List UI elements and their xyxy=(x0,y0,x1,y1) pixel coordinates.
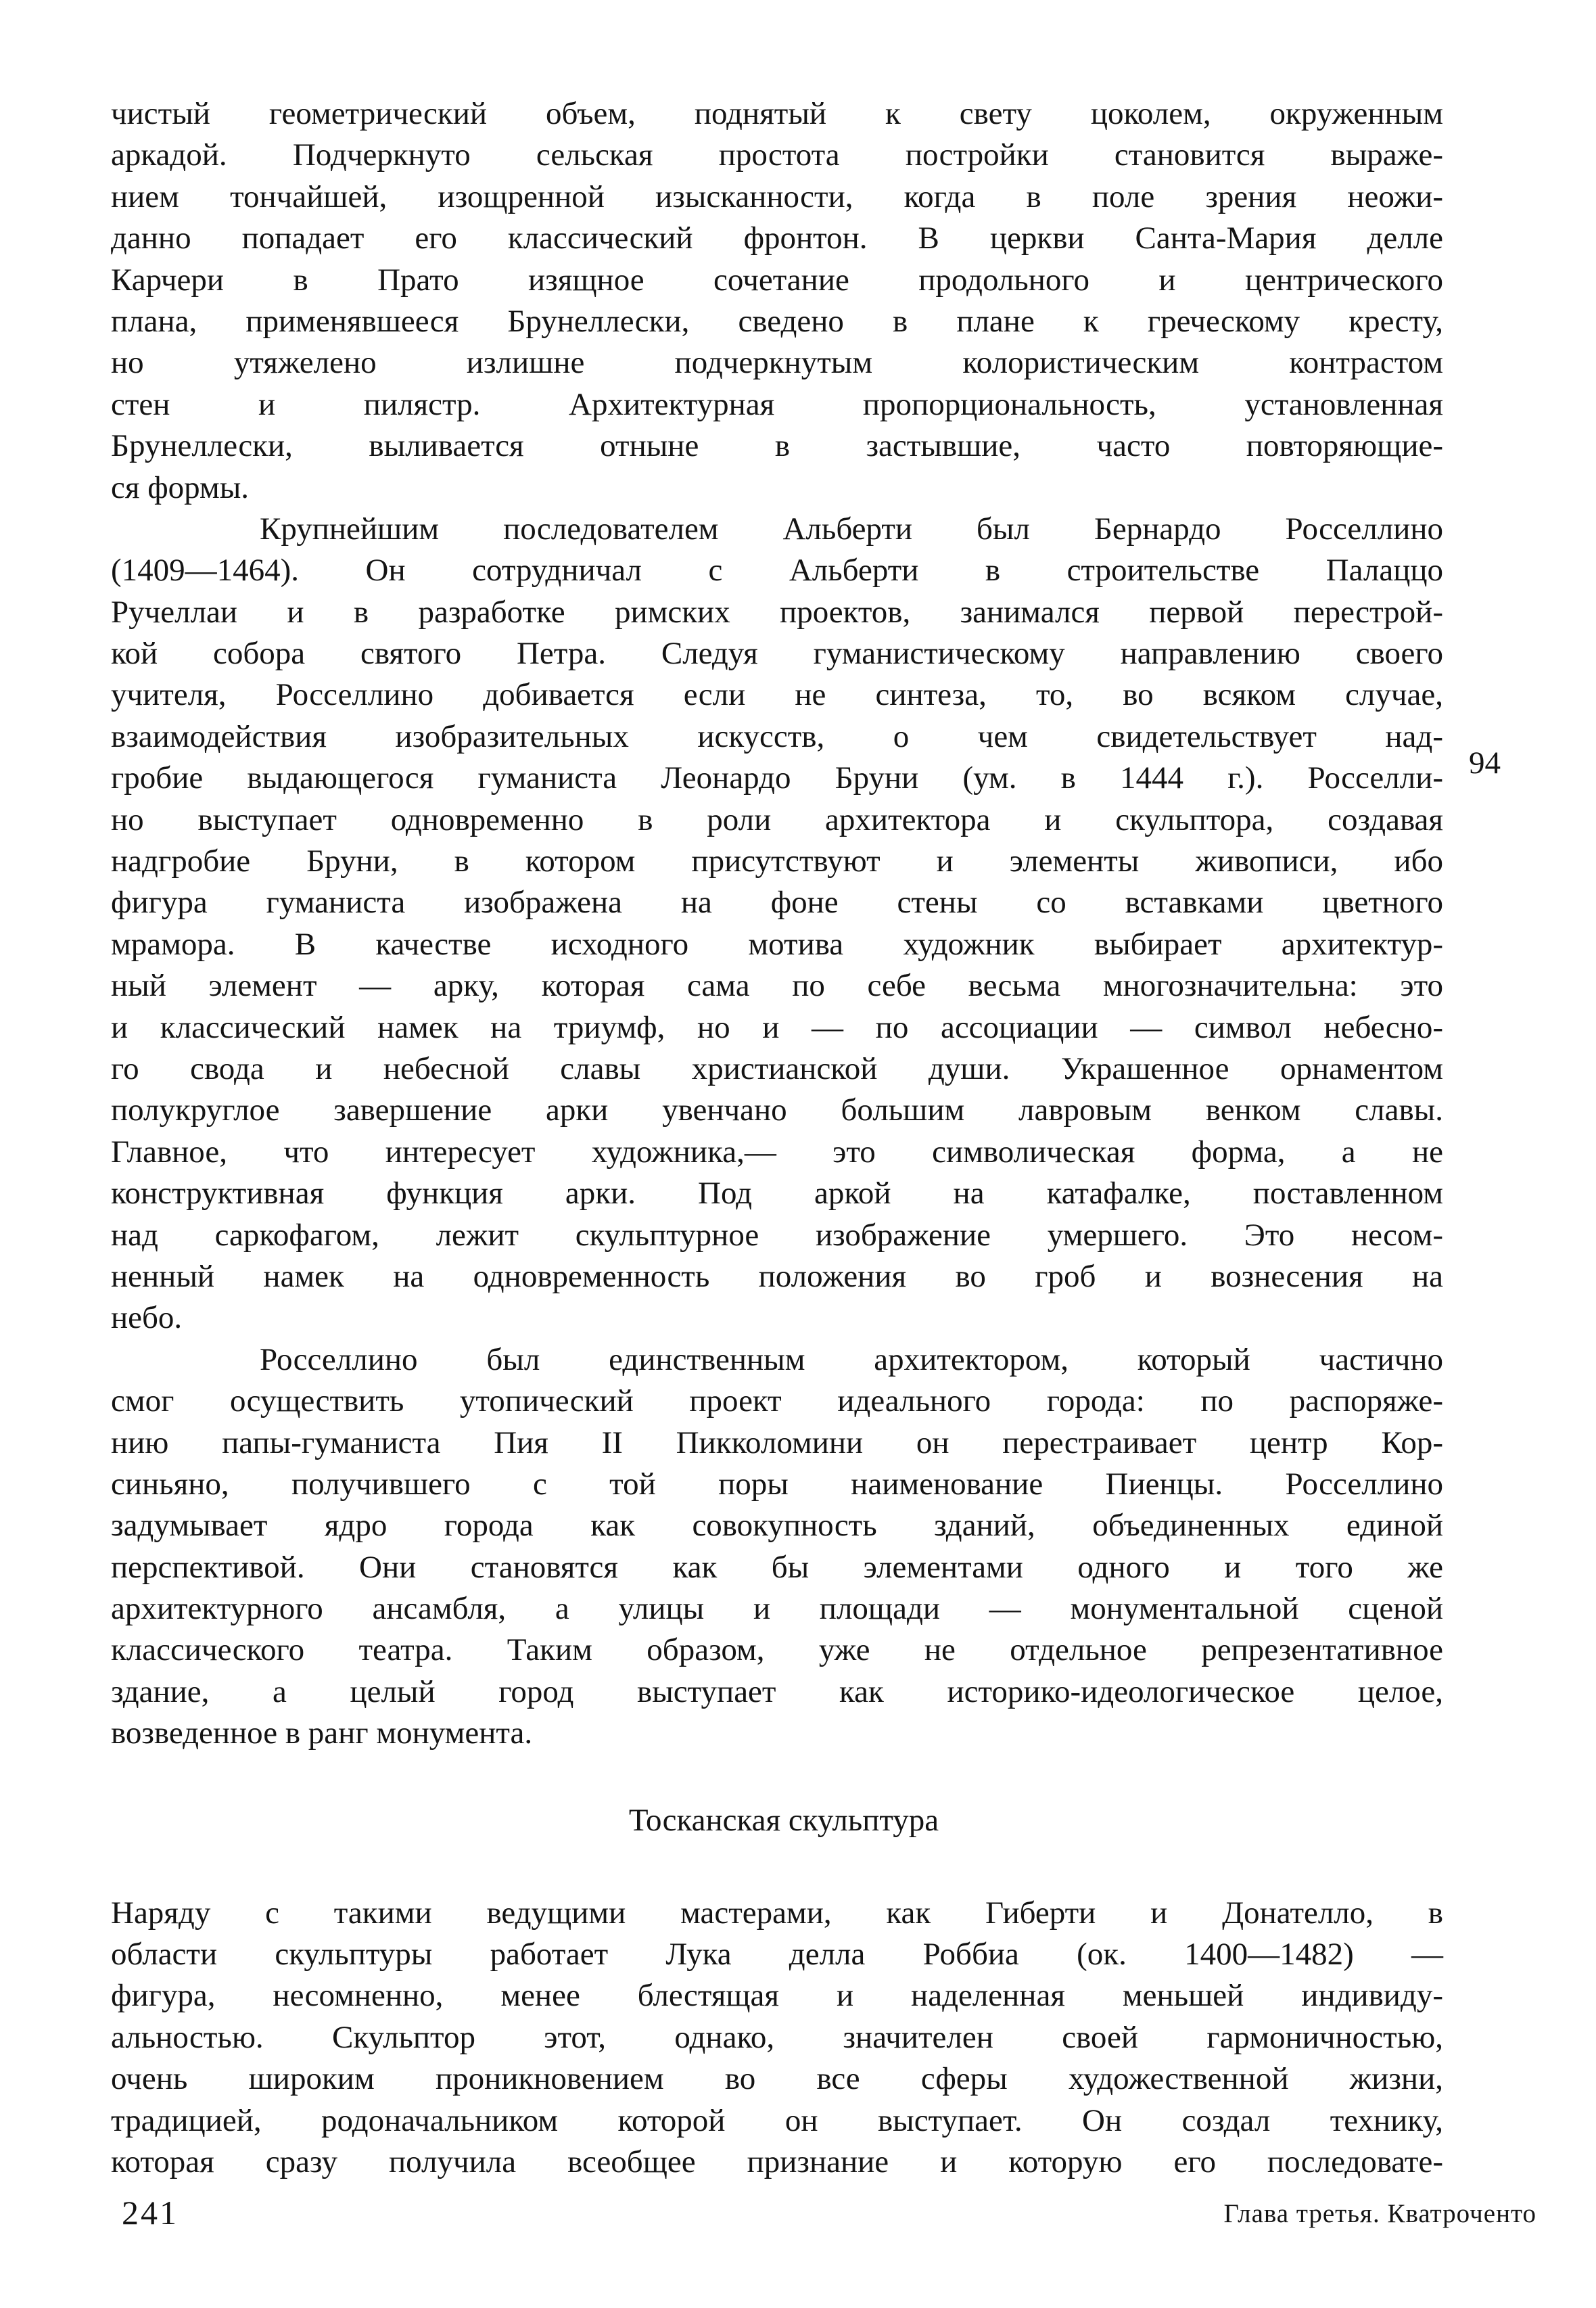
text-line: классического театра. Таким образом, уже не отдельное репрезентативное xyxy=(111,1632,1443,1668)
paragraph-3 xyxy=(111,1339,1443,1755)
text-line: перспективой. Они становятся как бы элементами одного и того же xyxy=(111,1549,1443,1585)
illustration-reference: 94 xyxy=(1469,745,1501,781)
text-line: Крупнейшим последователем Альберти был Бернардо Росселлино xyxy=(260,511,1443,547)
paragraph-2 xyxy=(111,509,1443,1339)
text-line: надгробие Бруни, в котором присутствуют и элементы живописи, ибо xyxy=(111,844,1443,879)
text-line: данно попадает его классический фронтон. В церкви Санта-Мария делле xyxy=(111,221,1443,256)
text-line: конструктивная функция арки. Под аркой на катафалке, поставленном xyxy=(111,1176,1443,1211)
text-line: (1409—1464). Он сотрудничал с Альберти в строительстве Палаццо xyxy=(111,553,1443,588)
text-line: стен и пилястр. Архитектурная пропорциональность, установленная xyxy=(111,386,1443,422)
text-line: фигура гуманиста изображена на фоне стены со вставками цветного xyxy=(111,885,1443,921)
text-line: Главное, что интересует художника,— это символическая форма, а не xyxy=(111,1134,1443,1170)
text-line: ный элемент — арку, которая сама по себе весьма многозначительна: это xyxy=(111,968,1443,1004)
text-line: задумывает ядро города как совокупность зданий, объединенных единой xyxy=(111,1508,1443,1544)
page-number: 241 xyxy=(122,2194,179,2232)
running-footer: Глава третья. Кватроченто xyxy=(1223,2199,1536,2228)
text-line: мрамора. В качестве исходного мотива художник выбирает архитектур- xyxy=(111,926,1443,962)
text-line: небо. xyxy=(111,1300,183,1336)
text-line: Ручеллаи и в разработке римских проектов, занимался первой перестрой- xyxy=(111,594,1443,630)
page-body xyxy=(111,93,1443,2183)
text-line: аркадой. Подчеркнуто сельская простота постройки становится выраже- xyxy=(111,137,1443,173)
text-line: полукруглое завершение арки увенчано большим лавровым венком славы. xyxy=(111,1092,1443,1128)
text-line: традицией, родоначальником которой он выступает. Он создал технику, xyxy=(111,2102,1443,2138)
text-line: над саркофагом, лежит скульптурное изображение умершего. Это несом- xyxy=(111,1217,1443,1253)
section-heading: Тосканская скульптура xyxy=(628,1802,939,1838)
text-line: области скульптуры работает Лука делла Роббиа (ок. 1400—1482) — xyxy=(111,1937,1443,1972)
text-line: взаимодействия изобразительных искусств, о чем свидетельствует над- xyxy=(111,718,1443,754)
text-line: архитектурного ансамбля, а улицы и площади — монументальной сценой xyxy=(111,1591,1443,1627)
text-line: кой собора святого Петра. Следуя гуманистическому направлению своего xyxy=(111,636,1443,672)
text-line: возведенное в ранг монумента. xyxy=(111,1715,533,1751)
text-line: но утяжелено излишне подчеркнутым колористическим контрастом xyxy=(111,345,1443,381)
text-line: синьяно, получившего с той поры наименование Пиенцы. Росселлино xyxy=(111,1466,1443,1502)
text-line: нием тончайшей, изощренной изысканности, когда в поле зрения неожи- xyxy=(111,179,1443,214)
text-line: здание, а целый город выступает как историко-идеологическое целое, xyxy=(111,1674,1443,1709)
text-line: Росселлино был единственным архитектором, который частично xyxy=(260,1341,1443,1377)
text-line: нию папы-гуманиста Пия II Пикколомини он перестраивает центр Кор- xyxy=(111,1425,1443,1460)
text-line: гробие выдающегося гуманиста Леонардо Бруни (ум. в 1444 г.). Росселли- xyxy=(111,760,1443,796)
text-line: Брунеллески, выливается отныне в застывшие, часто повторяющие- xyxy=(111,428,1443,464)
text-line: ненный намек на одновременность положения во гроб и вознесения на xyxy=(111,1258,1443,1294)
text-line: смог осуществить утопический проект идеального города: по распоряже- xyxy=(111,1383,1443,1419)
text-line: Карчери в Прато изящное сочетание продольного и центрического xyxy=(111,262,1443,298)
text-line: ся формы. xyxy=(111,469,250,505)
text-line: но выступает одновременно в роли архитектора и скульптора, создавая xyxy=(111,802,1443,837)
text-line: го свода и небесной славы христианской души. Украшенное орнаментом xyxy=(111,1051,1443,1086)
text-line: учителя, Росселлино добивается если не синтеза, то, во всяком случае, xyxy=(111,677,1443,713)
text-line: альностью. Скульптор этот, однако, значителен своей гармоничностью, xyxy=(111,2019,1443,2055)
text-line: чистый геометрический объем, поднятый к свету цоколем, окруженным xyxy=(111,96,1443,131)
text-line: Наряду с такими ведущими мастерами, как Гиберти и Донателло, в xyxy=(111,1895,1443,1931)
text-line: плана, применявшееся Брунеллески, сведено в плане к греческому кресту, xyxy=(111,303,1443,339)
text-line: и классический намек на триумф, но и — по ассоциации — символ небесно- xyxy=(111,1009,1443,1045)
text-line: которая сразу получила всеобщее признание и которую его последовате- xyxy=(111,2144,1443,2179)
paragraph-4 xyxy=(111,1893,1443,2184)
text-line: очень широким проникновением во все сферы художественной жизни, xyxy=(111,2061,1443,2097)
paragraph-1 xyxy=(111,93,1443,509)
text-line: фигура, несомненно, менее блестящая и наделенная меньшей индивиду- xyxy=(111,1978,1443,2014)
